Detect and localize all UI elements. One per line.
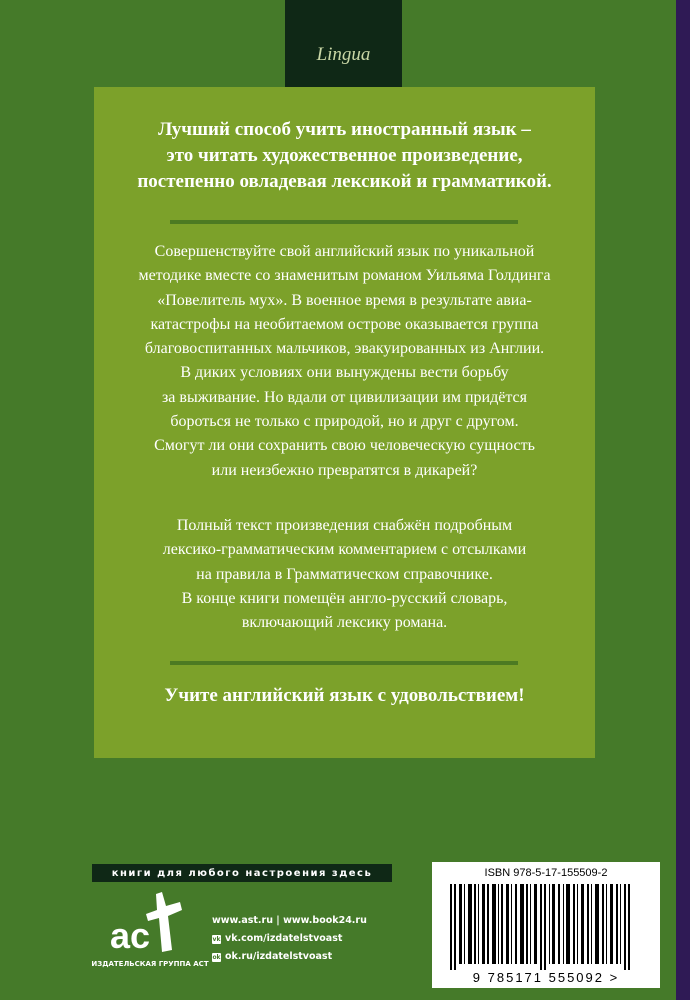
isbn-label: ISBN 978-5-17-155509-2 [484, 867, 608, 879]
headline-line: это читать художественное произведение, [166, 145, 523, 166]
ast-logo-text: ac [110, 915, 151, 956]
websites-text: www.ast.ru | www.book24.ru [212, 915, 367, 926]
headline-line: Лучший способ учить иностранный язык – [158, 119, 531, 140]
slogan: Учите английский язык с удовольствием! [164, 685, 525, 706]
paragraph-line: Полный текст произведения снабжён подробным [176, 517, 513, 534]
divider-bottom [170, 661, 518, 665]
description-panel [94, 87, 595, 758]
headline [94, 117, 595, 195]
tagline-text: книги для любого настроения здесь [111, 867, 373, 879]
paragraph-line: бороться не только с природой, но и друг с другом. [170, 413, 519, 431]
paragraph-line: или неизбежно превратятся в дикарей? [211, 461, 478, 479]
vk-text: vk.com/izdatelstvoast [225, 933, 343, 944]
paragraph-line: включающий лексику романа. [241, 614, 448, 632]
ok-icon: ok [212, 953, 221, 961]
paragraph-line: на правила в Грамматическом справочнике. [196, 565, 493, 583]
description-paragraph [94, 240, 595, 483]
paragraph-line: Смогут ли они сохранить свою человеческую сущность [154, 437, 535, 455]
tagline-bar [92, 864, 392, 882]
paragraph-line: методике вместе со знаменитым романом Уильяма Голдинга [138, 267, 551, 285]
paragraph-line: Совершенствуйте свой английский язык по уникальной [154, 243, 535, 260]
publisher-caption: ИЗДАТЕЛЬСКАЯ ГРУППА АСТ [91, 960, 209, 968]
paragraph-line: за выживание. Но вдали от цивилизации им придётся [161, 388, 528, 406]
ok-link[interactable] [212, 948, 367, 966]
websites-link[interactable] [212, 912, 367, 930]
features-paragraph [94, 514, 595, 635]
paragraph-line: лексико-грамматическим комментарием с отсылками [162, 541, 527, 559]
barcode [432, 862, 660, 988]
vk-icon: vk [212, 935, 221, 943]
divider-top [170, 220, 518, 224]
paragraph-line: благовоспитанных мальчиков, эвакуированных из Англии. [144, 340, 545, 358]
barcode-digits: 9 785171 555092 > [472, 970, 620, 985]
paragraph-line: В диких условиях они вынуждены вести борьбу [180, 364, 509, 382]
series-logo [285, 0, 402, 87]
paragraph-line: «Повелитель мух». В военное время в результате авиа- [157, 291, 532, 309]
paragraph-line: катастрофы на необитаемом острове оказывается группа [150, 315, 539, 333]
barcode-bars-icon [442, 884, 650, 970]
publisher-links [212, 912, 367, 966]
spine-edge [676, 0, 690, 1000]
paragraph-line: В конце книги помещён англо-русский словарь, [181, 589, 508, 607]
series-logo-text: Lingua [316, 43, 371, 65]
headline-line: постепенно овладевая лексикой и грамматикой. [137, 171, 552, 192]
ok-text: ok.ru/izdatelstvoast [225, 951, 333, 962]
vk-link[interactable] [212, 930, 367, 948]
